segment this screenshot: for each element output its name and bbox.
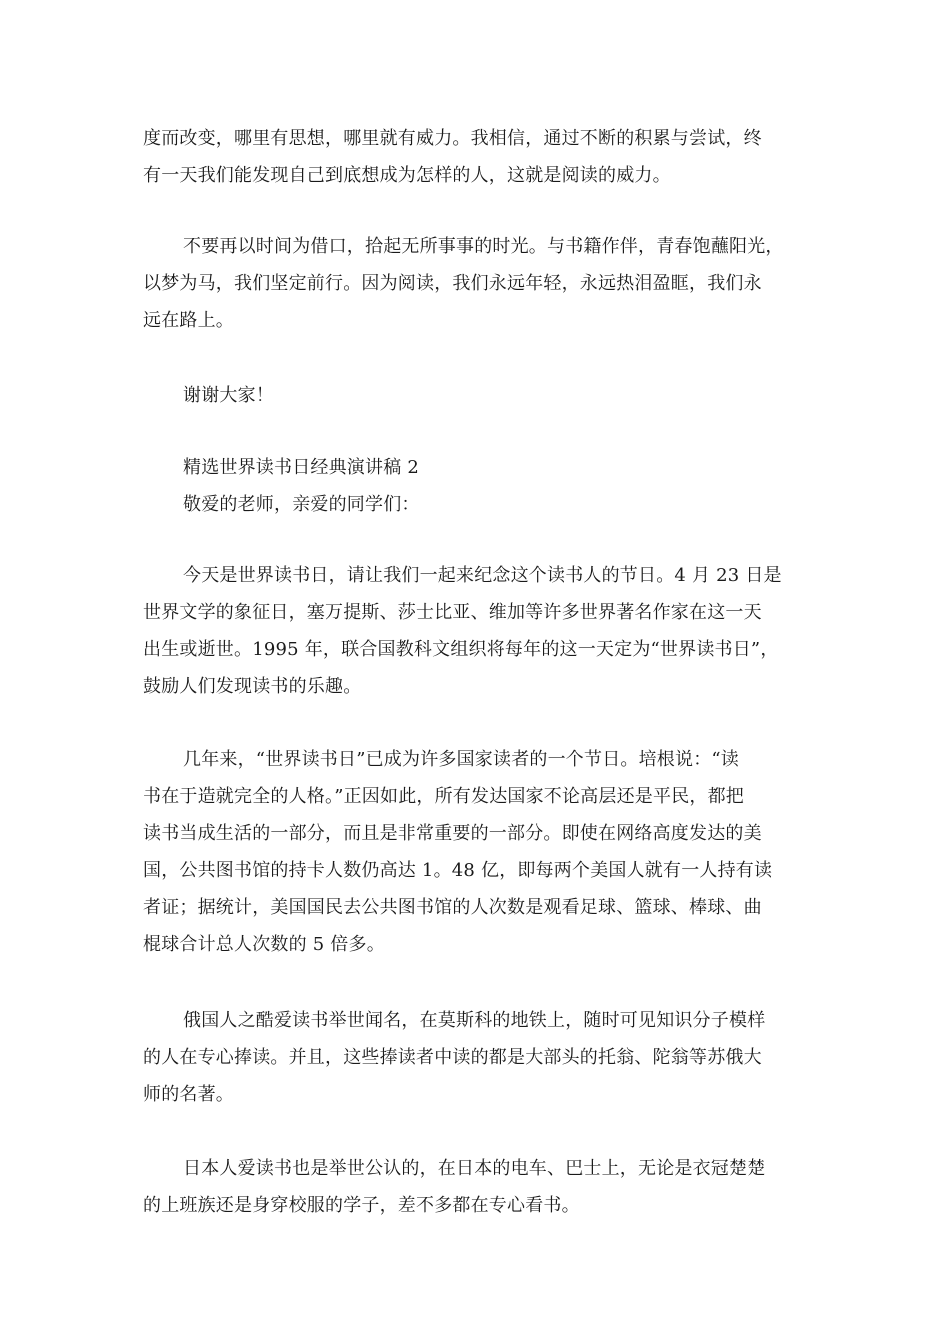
paragraph-world-book-day bbox=[143, 557, 813, 705]
salutation bbox=[183, 486, 813, 523]
text-line: 谢谢大家！ bbox=[183, 385, 274, 406]
text-line: 的上班族还是身穿校服的学子，差不多都在专心看书。 bbox=[143, 1195, 580, 1216]
text-line: 师的名著。 bbox=[143, 1084, 234, 1105]
text-line: 有一天我们能发现自己到底想成为怎样的人，这就是阅读的威力。 bbox=[143, 165, 671, 186]
text-line: 出生或逝世。1995 年，联合国教科文组织将每年的这一天定为“世界读书日”， bbox=[143, 639, 779, 660]
text-line: 书在于造就完全的人格。”正因如此，所有发达国家不论高层还是平民，都把 bbox=[143, 786, 744, 807]
paragraph-japan bbox=[143, 1150, 813, 1224]
paragraph-reading-power bbox=[143, 120, 813, 194]
text-line: 国，公共图书馆的持卡人数仍高达 1。48 亿，即每两个美国人就有一人持有读 bbox=[143, 860, 773, 881]
text-line: 世界文学的象征日，塞万提斯、莎士比亚、维加等许多世界著名作家在这一天 bbox=[143, 602, 762, 623]
text-line: 日本人爱读书也是举世公认的，在日本的电车、巴士上，无论是衣冠楚楚 bbox=[183, 1158, 766, 1179]
text-line: 读书当成生活的一部分，而且是非常重要的一部分。即使在网络高度发达的美 bbox=[143, 823, 762, 844]
text-line: 者证；据统计，美国国民去公共图书馆的人次数是观看足球、篮球、棒球、曲 bbox=[143, 897, 762, 918]
text-line: 度而改变，哪里有思想，哪里就有威力。我相信，通过不断的积累与尝试，终 bbox=[143, 128, 762, 149]
text-line: 棍球合计总人次数的 5 倍多。 bbox=[143, 934, 385, 955]
text-line: 以梦为马，我们坚定前行。因为阅读，我们永远年轻，永远热泪盈眶，我们永 bbox=[143, 273, 762, 294]
paragraph-thanks bbox=[183, 377, 813, 414]
paragraph-bacon-quote bbox=[143, 741, 813, 963]
text-line: 的人在专心捧读。并且，这些捧读者中读的都是大部头的托翁、陀翁等苏俄大 bbox=[143, 1047, 762, 1068]
text-line: 几年来，“世界读书日”已成为许多国家读者的一个节日。培根说：“读 bbox=[183, 749, 740, 770]
text-line: 精选世界读书日经典演讲稿 2 bbox=[183, 457, 419, 478]
text-line: 今天是世界读书日，请让我们一起来纪念这个读书人的节日。4 月 23 日是 bbox=[183, 565, 782, 586]
text-line: 俄国人之酷爱读书举世闻名，在莫斯科的地铁上，随时可见知识分子模样 bbox=[183, 1010, 766, 1031]
text-line: 不要再以时间为借口，拾起无所事事的时光。与书籍作伴，青春饱蘸阳光， bbox=[183, 236, 784, 257]
paragraph-no-excuses bbox=[143, 228, 813, 339]
paragraph-russia bbox=[143, 1002, 813, 1113]
text-line: 远在路上。 bbox=[143, 310, 234, 331]
text-line: 鼓励人们发现读书的乐趣。 bbox=[143, 676, 362, 697]
text-line: 敬爱的老师，亲爱的同学们： bbox=[183, 494, 420, 515]
section-title bbox=[183, 449, 813, 486]
